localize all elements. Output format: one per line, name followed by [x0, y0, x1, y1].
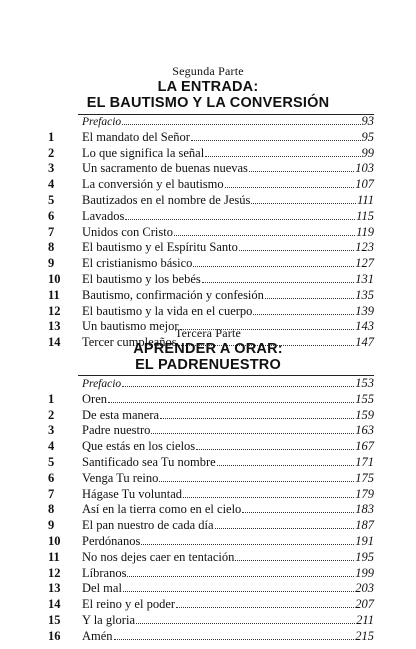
dot-leader [217, 464, 355, 466]
toc-entry [82, 239, 374, 256]
toc-entry [82, 160, 374, 177]
chapter-number: 6 [48, 470, 55, 485]
dot-leader [114, 638, 355, 640]
chapter-number: 12 [48, 303, 61, 318]
chapter-title: El bautismo y el Espíritu Santo [82, 240, 238, 255]
toc-entry [82, 517, 374, 534]
section-subtitle: EL PADRENUESTRO [135, 357, 281, 373]
toc-row [0, 580, 416, 597]
chapter-title: Padre nuestro [82, 423, 151, 438]
dot-leader [159, 480, 354, 482]
toc-entry [82, 407, 374, 424]
toc-row [0, 287, 416, 304]
page-number: 215 [355, 628, 374, 643]
chapter-number: 9 [48, 256, 55, 271]
chapter-number: 10 [48, 534, 61, 548]
chapter-title: Del mal [82, 581, 122, 596]
toc-row [0, 517, 416, 534]
chapter-number: 11 [48, 287, 60, 302]
chapter-title: Que estás en los cielos [82, 439, 196, 454]
chapter-number: 1 [48, 129, 55, 144]
toc-entry [82, 533, 374, 550]
page-number: 127 [355, 256, 374, 271]
chapter-number: 5 [48, 455, 55, 469]
dot-leader [183, 496, 354, 498]
page-number: 115 [356, 208, 374, 223]
toc-row [0, 422, 416, 439]
toc-entry [82, 129, 374, 146]
toc-preface-row [0, 375, 416, 392]
toc-entry [82, 192, 374, 209]
page-number: 155 [355, 391, 374, 406]
chapter-title: El pan nuestro de cada día [82, 518, 214, 533]
dot-leader [239, 249, 354, 251]
page-number: 139 [355, 303, 374, 318]
toc-row [0, 192, 416, 209]
chapter-number: 15 [48, 613, 61, 627]
section-title: LA ENTRADA: [157, 79, 259, 95]
chapter-number: 3 [48, 161, 55, 176]
chapter-title: Perdónanos [82, 534, 141, 548]
chapter-number: 4 [48, 177, 55, 192]
page-number: 153 [355, 376, 374, 390]
page-number: 103 [355, 161, 374, 176]
chapter-title: El mandato del Señor [82, 129, 190, 144]
chapter-title: Lavados [82, 208, 125, 223]
dot-leader [249, 170, 354, 172]
chapter-number: 12 [48, 565, 61, 580]
page-number: 159 [355, 407, 374, 422]
part-label: Segunda Parte [172, 64, 244, 78]
dot-leader [122, 385, 354, 387]
toc-entry [82, 612, 374, 629]
chapter-title: Bautismo, confirmación y confesión [82, 287, 264, 302]
toc-entry [82, 596, 374, 613]
page-number: 163 [355, 423, 374, 438]
dot-leader [202, 281, 355, 283]
chapter-title: Venga Tu reino [82, 470, 159, 485]
dot-leader [151, 432, 354, 434]
dot-leader [141, 543, 354, 545]
toc-entry [82, 565, 374, 582]
toc-row [0, 129, 416, 146]
toc-row [0, 486, 416, 503]
chapter-title: Un bautismo mejor [82, 319, 179, 334]
toc-entry [82, 287, 374, 304]
chapter-number: 8 [48, 502, 55, 517]
chapter-title: Hágase Tu voluntad [82, 486, 182, 501]
dot-leader [191, 139, 361, 141]
dot-leader [251, 202, 356, 204]
toc-row [0, 271, 416, 288]
preface-label: Prefacio [82, 116, 122, 128]
dot-leader [125, 218, 355, 220]
toc-entry [82, 208, 374, 225]
toc-row [0, 549, 416, 566]
dot-leader [225, 186, 355, 188]
chapter-title: El bautismo y los bebés [82, 272, 201, 286]
chapter-number: 2 [48, 407, 55, 422]
dot-leader [174, 234, 355, 236]
toc-entry [82, 176, 374, 193]
dot-leader [122, 123, 360, 125]
chapter-title: Santificado sea Tu nombre [82, 455, 216, 469]
part-label: Tercera Parte [174, 326, 242, 340]
toc-entry [82, 549, 374, 566]
page-number: 199 [355, 565, 374, 580]
page-number: 191 [355, 534, 374, 548]
chapter-number: 2 [48, 145, 55, 160]
toc-entry [82, 271, 374, 288]
page-number: 179 [355, 486, 374, 501]
toc-row [0, 303, 416, 320]
page-number: 195 [355, 549, 374, 564]
page-number: 183 [355, 502, 374, 517]
chapter-title: Unidos con Cristo [82, 224, 173, 239]
toc-row [0, 612, 416, 629]
toc-entry [82, 391, 374, 408]
dot-leader [123, 590, 354, 592]
page-number: 131 [355, 272, 374, 286]
chapter-title: El cristianismo básico [82, 256, 193, 271]
toc-row [0, 208, 416, 225]
toc-entry [82, 454, 374, 471]
chapter-number: 7 [48, 486, 55, 501]
toc-row [0, 391, 416, 408]
page-number: 203 [355, 581, 374, 596]
chapter-number: 1 [48, 391, 55, 406]
chapter-number: 10 [48, 272, 61, 286]
toc-row [0, 596, 416, 613]
toc-row [0, 255, 416, 272]
page-number: 123 [355, 240, 374, 255]
toc-entry [82, 501, 374, 518]
toc-row [0, 470, 416, 487]
chapter-number: 8 [48, 240, 55, 255]
page-number: 111 [357, 193, 374, 207]
dot-leader [193, 265, 354, 267]
dot-leader [265, 297, 354, 299]
dot-leader [242, 511, 354, 513]
page-number: 93 [361, 114, 374, 128]
toc-row [0, 176, 416, 193]
toc-row [0, 454, 416, 471]
chapter-number: 13 [48, 581, 61, 596]
page-number: 135 [355, 287, 374, 302]
toc-row [0, 438, 416, 455]
toc-row [0, 565, 416, 582]
chapter-title: De esta manera [82, 407, 160, 422]
page-number: 187 [355, 518, 374, 533]
toc-entry [82, 255, 374, 272]
toc-row [0, 145, 416, 162]
toc-row [0, 224, 416, 241]
page-number: 143 [355, 319, 374, 334]
page-number: 171 [355, 455, 374, 469]
dot-leader [127, 575, 354, 577]
chapter-title: Amén [82, 628, 113, 643]
chapter-title: Líbranos [82, 565, 127, 580]
chapter-title: No nos dejes caer en tentación [82, 549, 235, 564]
toc-entry [82, 438, 374, 455]
toc-entry [82, 145, 374, 162]
chapter-title: El reino y el poder [82, 597, 176, 612]
toc-entry [82, 224, 374, 241]
page-number: 167 [355, 439, 374, 454]
toc-entry [82, 470, 374, 487]
dot-leader [196, 448, 354, 450]
page-number: 95 [361, 129, 374, 144]
dot-leader [136, 622, 355, 624]
chapter-title: Bautizados en el nombre de Jesús [82, 193, 251, 207]
page-number: 175 [355, 470, 374, 485]
page-number: 147 [355, 335, 374, 350]
chapter-title: La conversión y el bautismo [82, 177, 224, 192]
chapter-number: 7 [48, 224, 55, 239]
chapter-title: El bautismo y la vida en el cuerpo [82, 303, 253, 318]
dot-leader [176, 606, 354, 608]
chapter-number: 14 [48, 597, 61, 612]
dot-leader [235, 559, 354, 561]
dot-leader [205, 155, 360, 157]
toc-entry [82, 422, 374, 439]
chapter-title: Así en la tierra como en el cielo [82, 502, 242, 517]
chapter-number: 11 [48, 549, 60, 564]
chapter-title: Lo que significa la señal [82, 145, 205, 160]
page-number: 211 [356, 613, 374, 627]
chapter-number: 13 [48, 319, 61, 334]
chapter-title: Y la gloria [82, 613, 135, 627]
chapter-title: Tercer cumpleaños [82, 335, 177, 350]
chapter-number: 3 [48, 423, 55, 438]
toc-row [0, 501, 416, 518]
chapter-number: 5 [48, 193, 55, 207]
chapter-title: Un sacramento de buenas nuevas [82, 161, 248, 176]
chapter-number: 9 [48, 518, 55, 533]
section-title: APRENDER A ORAR: [133, 341, 283, 357]
preface-label: Prefacio [82, 378, 122, 390]
toc-row [0, 628, 416, 645]
page-number: 99 [361, 145, 374, 160]
page-number: 119 [356, 224, 374, 239]
toc-row [0, 239, 416, 256]
dot-leader [160, 417, 354, 419]
toc-row [0, 407, 416, 424]
dot-leader [253, 313, 354, 315]
page-number: 107 [355, 177, 374, 192]
chapter-number: 6 [48, 208, 55, 223]
toc-entry [82, 486, 374, 503]
dot-leader [108, 401, 354, 403]
toc-row [0, 160, 416, 177]
toc-entry [82, 303, 374, 320]
chapter-title: Oren [82, 391, 107, 406]
chapter-number: 16 [48, 628, 61, 643]
toc-entry [82, 580, 374, 597]
page-number: 207 [355, 597, 374, 612]
chapter-number: 14 [48, 335, 61, 350]
toc-preface-row [0, 113, 416, 130]
toc-row [0, 533, 416, 550]
dot-leader [215, 527, 355, 529]
section-subtitle: EL BAUTISMO Y LA CONVERSIÓN [86, 95, 330, 111]
chapter-number: 4 [48, 439, 55, 454]
toc-entry [82, 628, 374, 645]
